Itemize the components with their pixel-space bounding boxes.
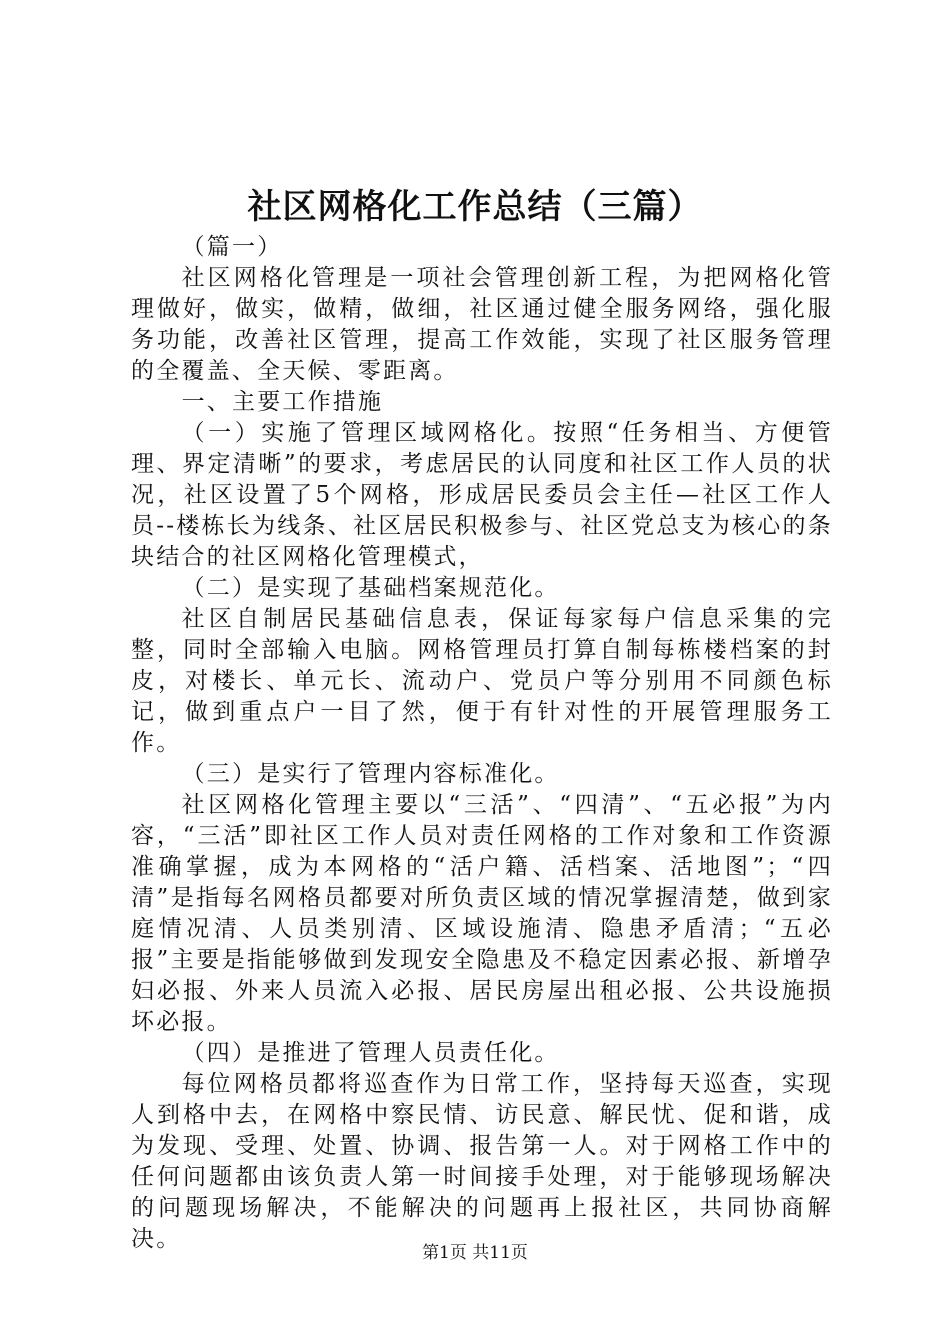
paragraph-heading-measures: 一、主要工作措施 <box>181 389 384 415</box>
paragraph-item-2-body: 社区自制居民基础信息表，保证每家每户信息采集的完整，同时全部输入电脑。网格管理员打算自制每栋楼档案的封皮，对楼长、单元长、流动户、党员户等分别用不同颜色标记，做到重点户一目了然，便于有针对性的开展管理服务工作。 <box>131 606 833 756</box>
paragraph-item-3-heading: （三）是实行了管理内容标准化。 <box>181 761 560 787</box>
paragraph-item-2-heading: （二）是实现了基础档案规范化。 <box>181 575 560 601</box>
paragraph-item-4-body: 每位网格员都将巡查作为日常工作，坚持每天巡查，实现人到格中去，在网格中察民情、访民意、解民忧、促和谐，成为发现、受理、处置、协调、报告第一人。对于网格工作中的任何问题都由该负责人第一时间接手处理，对于能够现场解决的问题现场解决，不能解决的问题再上报社区，共同协商解决。 <box>131 1071 833 1252</box>
document-body <box>131 232 833 1255</box>
document-title: 社区网格化工作总结（三篇） <box>247 187 703 227</box>
paragraph-item-4-heading: （四）是推进了管理人员责任化。 <box>181 1040 560 1066</box>
paragraph-item-3-body: 社区网格化管理主要以“三活”、“四清”、“五必报”为内容，“三活”即社区工作人员对责任网格的工作对象和工作资源准确掌握，成为本网格的“活户籍、活档案、活地图”；“四清”是指每名网格员都要对所负责区域的情况掌握清楚，做到家庭情况清、人员类别清、区域设施清、隐患矛盾清；“五必报”主要是指能够做到发现安全隐患及不稳定因素必报、新增孕妇必报、外来人员流入必报、居民房屋出租必报、公共设施损坏必报。 <box>131 792 833 1035</box>
paragraph-section-label: （篇一） <box>181 234 283 260</box>
page-footer: 第1页 共11页 <box>422 1243 528 1263</box>
paragraph-intro: 社区网格化管理是一项社会管理创新工程，为把网格化管理做好，做实，做精，做细，社区通过健全服务网络，强化服务功能，改善社区管理，提高工作效能，实现了社区服务管理的全覆盖、全天候、零距离。 <box>131 265 833 384</box>
paragraph-item-1: （一）实施了管理区域网格化。按照“任务相当、方便管理、界定清晰”的要求，考虑居民的认同度和社区工作人员的状况，社区设置了5个网格，形成居民委员会主任—社区工作人员--楼栋长为线条、社区居民积极参与、社区党总支为核心的条块结合的社区网格化管理模式， <box>131 420 833 570</box>
